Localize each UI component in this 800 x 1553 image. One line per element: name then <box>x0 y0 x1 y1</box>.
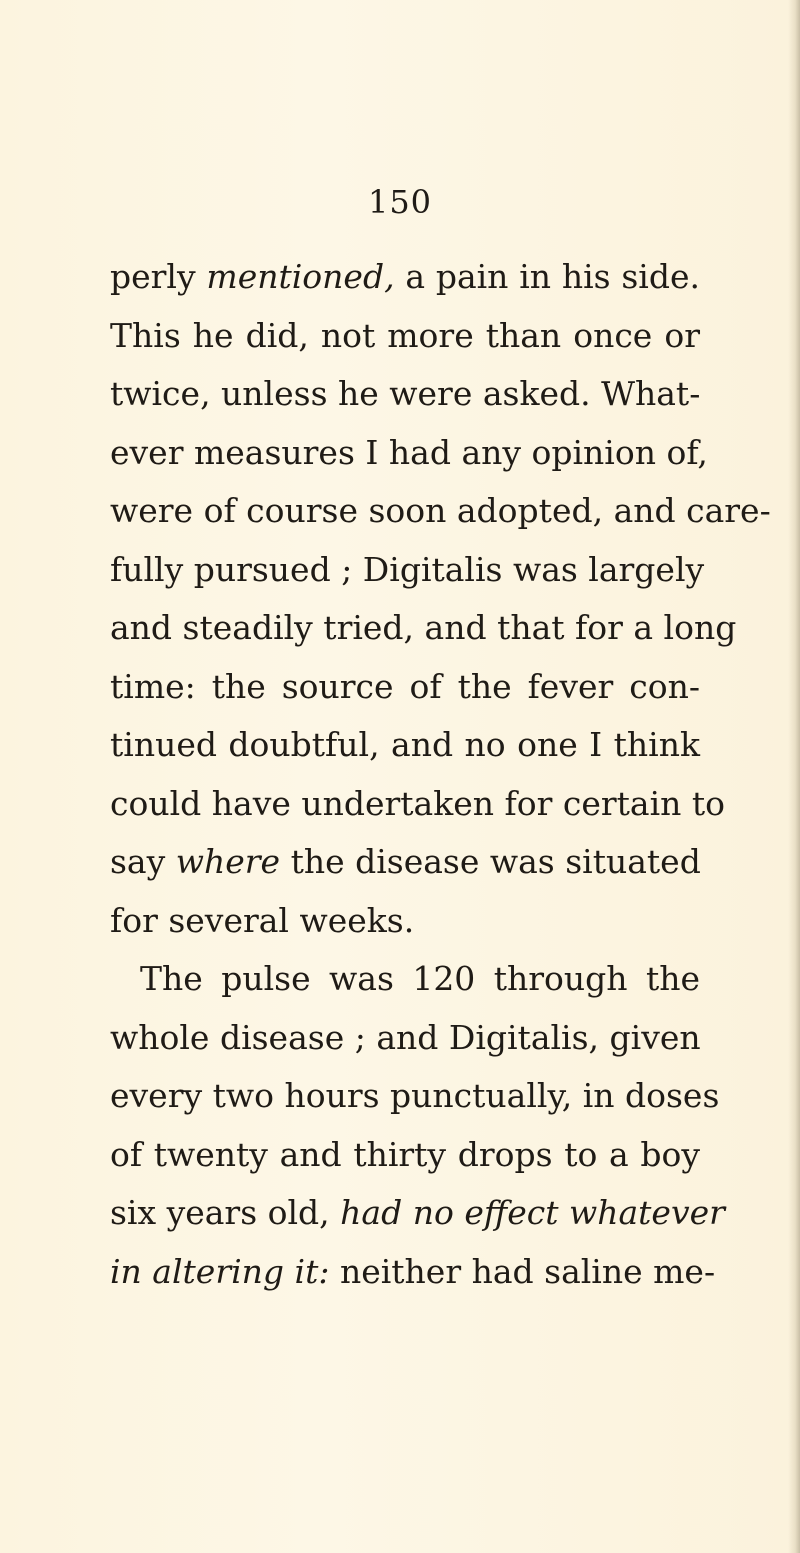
text-line <box>110 658 700 717</box>
text-segment: fully pursued ; Digitalis was largely <box>110 549 705 589</box>
text-segment: of twenty and thirty drops to a boy <box>110 1134 700 1174</box>
text-segment: every two hours punctually, in doses <box>110 1076 720 1115</box>
text-segment: time: the source of the fever con- <box>110 666 700 706</box>
text-line <box>110 307 700 366</box>
text-line <box>110 833 700 892</box>
text-line <box>110 892 700 951</box>
text-line <box>110 1184 725 1243</box>
text-line <box>110 599 737 658</box>
italic-text: had no effect whatever <box>340 1193 725 1232</box>
text-line <box>110 1243 716 1302</box>
text-line <box>110 1067 720 1126</box>
text-line <box>110 1009 700 1068</box>
text-line <box>110 248 700 307</box>
text-segment: This he did, not more than once or <box>110 315 700 355</box>
text-line <box>110 950 700 1009</box>
italic-text: where <box>175 842 281 881</box>
text-segment: and steadily tried, and that for a long <box>110 608 737 647</box>
page-number: 150 <box>367 183 433 221</box>
text-segment: perly <box>110 257 207 296</box>
text-segment: could have undertaken for certain to <box>110 783 725 823</box>
text-segment: tinued doubtful, and no one I think <box>110 725 700 764</box>
text-line <box>110 541 705 600</box>
italic-text: in altering it: <box>110 1251 330 1291</box>
text-segment: the disease was situated <box>280 842 701 881</box>
text-segment: The pulse was 120 through the <box>140 959 700 998</box>
text-line <box>110 775 725 834</box>
text-segment: whole disease ; and Digitalis, given <box>110 1017 701 1057</box>
page-edge-shadow <box>788 0 800 1553</box>
text-line <box>110 424 708 483</box>
text-line <box>110 1126 700 1185</box>
text-segment: twice, unless he were asked. What- <box>110 374 701 413</box>
text-segment: ever measures I had any opinion of, <box>110 432 708 472</box>
text-line <box>110 365 700 424</box>
text-segment: a pain in his side. <box>394 257 700 296</box>
text-line <box>110 716 700 775</box>
text-segment: for several weeks. <box>110 900 415 940</box>
text-segment: neither had saline me- <box>329 1251 716 1291</box>
text-segment: were of course soon adopted, and care- <box>110 491 771 530</box>
text-segment: six years old, <box>110 1193 341 1232</box>
body-text <box>110 248 771 1301</box>
italic-text: mentioned, <box>206 257 395 296</box>
text-line <box>110 482 771 541</box>
text-segment: say <box>110 842 176 881</box>
